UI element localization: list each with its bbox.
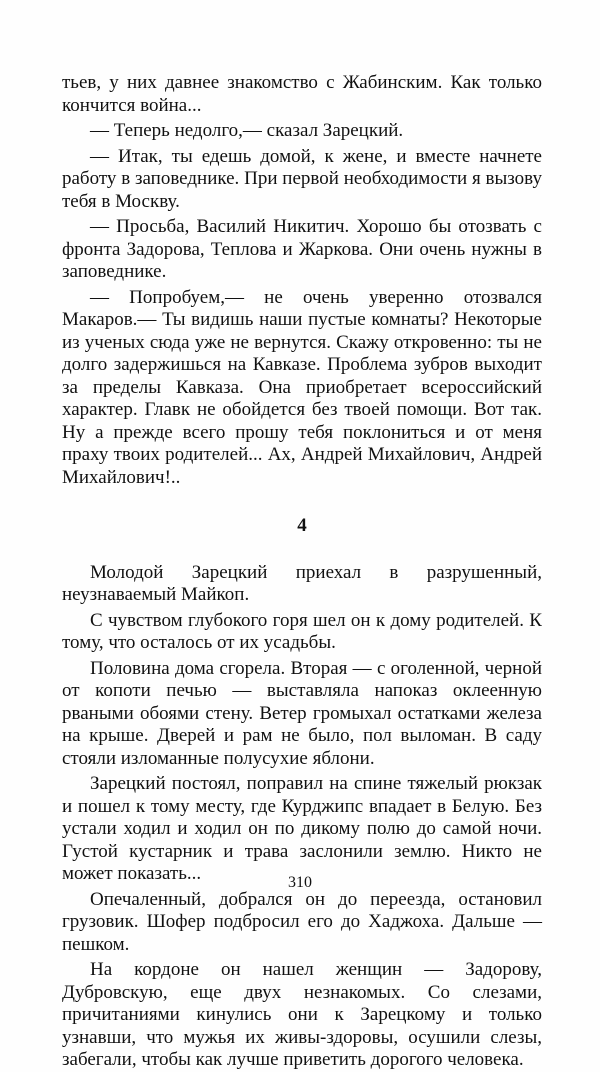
- paragraph: Зарецкий постоял, поправил на спине тяжелый рюкзак и пошел к тому месту, где Курджипс впадает в Белую. Без устали ходил и ходил он по дикому полю до самой ночи. Густой кустарник и трава заслонили землю. Никто не может показать...: [62, 773, 542, 884]
- paragraph: Опечаленный, добрался он до переезда, остановил грузовик. Шофер подбросил его до Хаджоха. Дальше — пешком.: [62, 888, 542, 955]
- paragraph: — Попробуем,— не очень уверенно отозвался Макаров.— Ты видишь наши пустые комнаты? Некоторые из ученых сюда уже не вернутся. Скажу откровенно: ты не долго задержишься на Кавказе. Проблема зубров выходит за пределы Кавказа. Она приобретает всероссийский характер. Главк не обойдется без твоей помощи. Вот так. Ну а прежде всего прошу тебя поклониться и от меня праху твоих родителей... Ах, Андрей Михайлович, Андрей Михайлович!..: [62, 286, 542, 488]
- paragraph: С чувством глубокого горя шел он к дому родителей. К тому, что осталось от их усадьбы.: [62, 609, 542, 653]
- paragraph: Молодой Зарецкий приехал в разрушенный, неузнаваемый Майкоп.: [62, 561, 542, 605]
- paragraph: Половина дома сгорела. Вторая — с оголенной, черной от копоти печью — выставляла напоказ оклеенную рваными обоями стену. Ветер громыхал остатками железа на крыше. Дверей и рам не было, пол выломан. В саду стояли изломанные полусухие яблони.: [62, 657, 542, 769]
- paragraph: — Итак, ты едешь домой, к жене, и вместе начнете работу в заповеднике. При первой необходимости я вызову тебя в Москву.: [62, 145, 542, 212]
- paragraph: тьев, у них давнее знакомство с Жабинским. Как только кончится война...: [62, 72, 542, 116]
- text-block-before-chapter: [62, 72, 542, 489]
- paragraph: — Просьба, Василий Никитич. Хорошо бы отозвать с фронта Задорова, Теплова и Жаркова. Они очень нужны в заповеднике.: [62, 216, 542, 282]
- page-number: 310: [288, 874, 312, 891]
- chapter-number: 4: [297, 515, 307, 536]
- paragraph: — Теперь недолго,— сказал Зарецкий.: [90, 120, 404, 141]
- paragraph: На кордоне он нашел женщин — Задорову, Дубровскую, еще двух незнакомых. Со слезами, причитаниями кинулись они к Зарецкому и только узнавши, что мужья их живы-здоровы, осушили слезы, забегали, чтобы как лучше приветить дорогого человека.: [62, 959, 542, 1070]
- text-block-chapter: [62, 562, 542, 1072]
